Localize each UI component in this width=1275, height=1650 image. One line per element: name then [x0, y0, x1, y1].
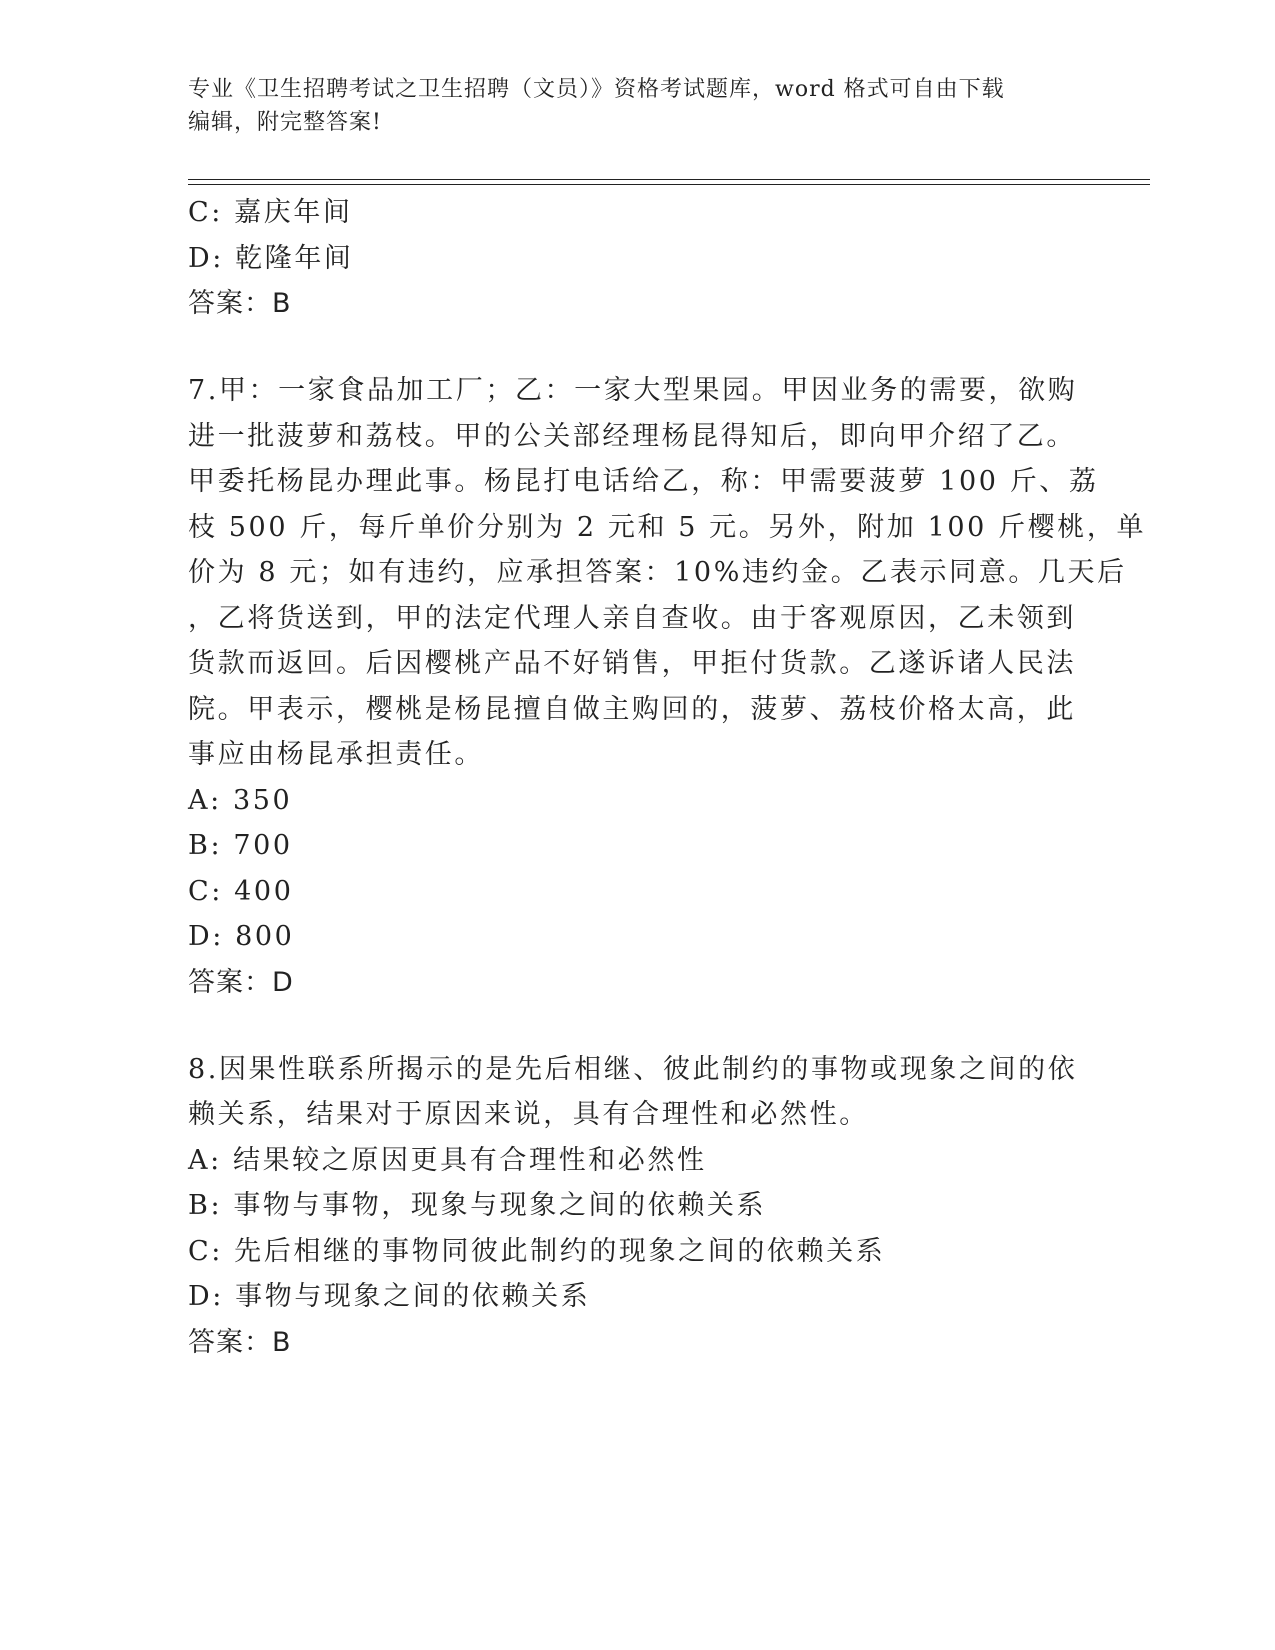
option-a: A: 结果较之原因更具有合理性和必然性 — [188, 1144, 707, 1176]
option-d: D: 乾隆年间 — [188, 242, 354, 274]
question-stem-line: 7.甲：一家食品加工厂；乙：一家大型果园。甲因业务的需要，欲购 — [188, 375, 1078, 406]
option-a: A: 350 — [188, 784, 293, 816]
question-spacer — [188, 327, 1088, 368]
question-stem-line: 枝 500 斤，每斤单价分别为 2 元和 5 元。另外，附加 100 斤樱桃，单 — [188, 511, 1147, 543]
question-spacer — [188, 1006, 1088, 1047]
question-stem-line: ，乙将货送到，甲的法定代理人亲自查收。由于客观原因，乙未领到 — [188, 602, 1076, 634]
header-text-line: 专业《卫生招聘考试之卫生招聘（文员）》资格考试题库，word 格式可自由下载 — [188, 77, 1005, 102]
question-stem-line: 甲委托杨昆办理此事。杨昆打电话给乙，称：甲需要菠萝 100 斤、荔 — [188, 466, 1099, 497]
option-c: C: 先后相继的事物同彼此制约的现象之间的依赖关系 — [188, 1235, 886, 1267]
option-c: C: 嘉庆年间 — [188, 197, 353, 228]
answer-line: 答案：D — [188, 966, 294, 998]
option-b: B: 事物与事物，现象与现象之间的依赖关系 — [188, 1190, 767, 1221]
question-stem-line: 事应由杨昆承担责任。 — [188, 739, 484, 770]
option-d: D: 事物与现象之间的依赖关系 — [188, 1281, 591, 1312]
question-stem-line: 货款而返回。后因樱桃产品不好销售，甲拒付货款。乙遂诉诸人民法 — [188, 648, 1076, 679]
header-text-line: 编辑，附完整答案! — [188, 110, 382, 135]
question-stem-line: 进一批菠萝和荔枝。甲的公关部经理杨昆得知后，即向甲介绍了乙。 — [188, 420, 1076, 452]
question-stem-line: 院。甲表示，樱桃是杨昆擅自做主购回的，菠萝、荔枝价格太高，此 — [188, 693, 1076, 725]
question-stem-line: 8.因果性联系所揭示的是先后相继、彼此制约的事物或现象之间的依 — [188, 1053, 1078, 1085]
question-list — [188, 190, 1147, 1366]
header-divider — [188, 184, 1150, 185]
question-stem-line: 赖关系，结果对于原因来说，具有合理性和必然性。 — [188, 1099, 869, 1130]
answer-line: 答案：B — [188, 288, 292, 319]
question-7 — [188, 368, 1147, 1006]
question-stem-line: 价为 8 元；如有违约，应承担答案：10%违约金。乙表示同意。几天后 — [188, 557, 1127, 588]
question-6 — [188, 190, 1088, 327]
option-c: C: 400 — [188, 875, 294, 907]
option-b: B: 700 — [188, 830, 293, 861]
header-divider — [188, 179, 1150, 180]
page-header — [188, 73, 1088, 139]
answer-line: 答案：B — [188, 1326, 292, 1358]
question-8 — [188, 1047, 1088, 1366]
option-d: D: 800 — [188, 921, 295, 952]
